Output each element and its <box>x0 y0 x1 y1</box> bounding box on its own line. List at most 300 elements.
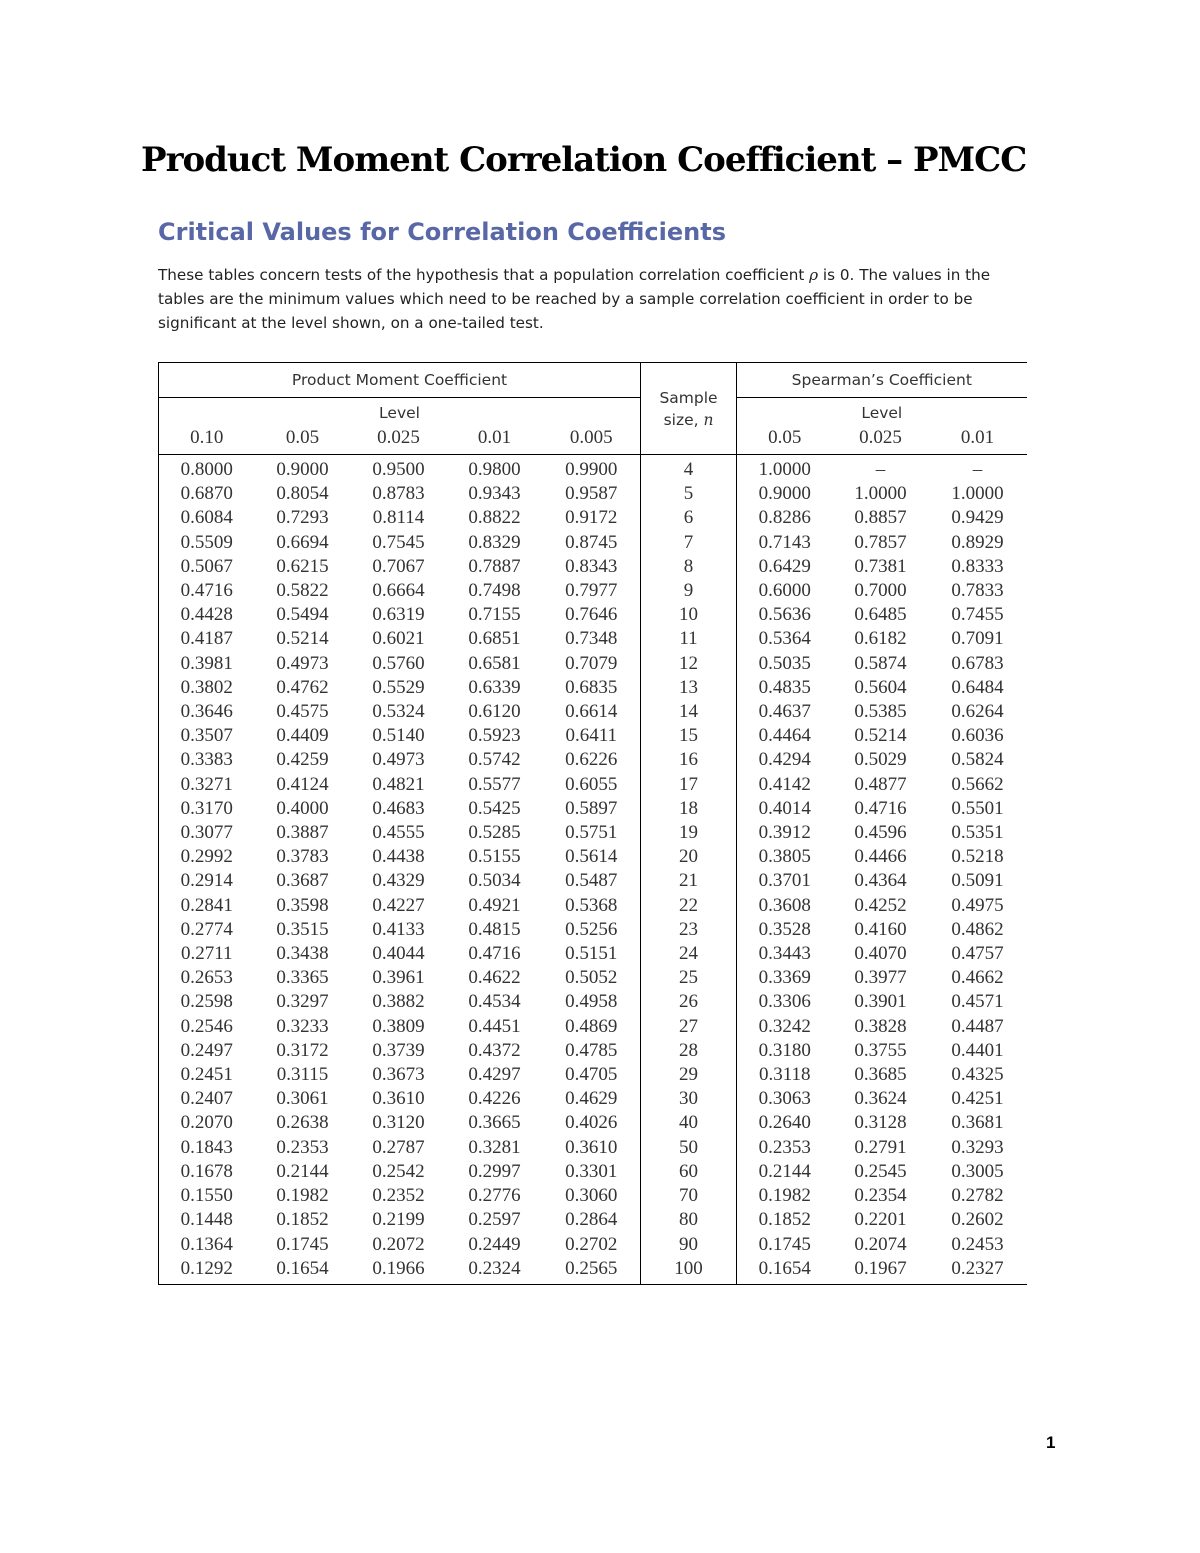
pmcc-value: 0.4133 <box>372 918 425 940</box>
pmcc-value: 0.5368 <box>543 894 641 918</box>
spearman-value: 0.6484 <box>951 676 1004 698</box>
spearman-value: 0.2782 <box>951 1185 1004 1207</box>
pmcc-value: 0.7348 <box>543 627 641 651</box>
pmcc-value: 0.4329 <box>372 870 425 892</box>
pmcc-value: 0.1982 <box>276 1185 329 1207</box>
sample-size-value: 40 <box>641 1111 737 1135</box>
spearman-level-label: Level <box>861 404 903 422</box>
sample-size-value: 28 <box>641 1039 737 1063</box>
pmcc-value: 0.3297 <box>276 991 329 1013</box>
pmcc-value: 0.1448 <box>159 1208 255 1232</box>
pmcc-header: Product Moment Coefficient <box>159 363 641 398</box>
sample-size-value: 90 <box>641 1233 737 1257</box>
pmcc-value: 0.4000 <box>276 797 329 819</box>
spearman-value: 0.3828 <box>854 1015 907 1037</box>
pmcc-value: 0.2914 <box>159 869 255 893</box>
pmcc-value: 0.5285 <box>468 822 521 844</box>
pmcc-value: 0.7293 <box>276 507 329 529</box>
pmcc-value: 0.4716 <box>159 579 255 603</box>
pmcc-value: 0.4026 <box>543 1111 641 1135</box>
sample-size-value: 17 <box>641 773 737 797</box>
table-row <box>159 506 1027 530</box>
pmcc-value: 0.3365 <box>276 967 329 989</box>
spearman-value: 0.7857 <box>854 531 907 553</box>
spearman-value: 0.3128 <box>854 1112 907 1134</box>
spearman-value: 0.3005 <box>951 1160 1004 1182</box>
spearman-value: 0.4252 <box>854 894 907 916</box>
pmcc-value: 0.4762 <box>276 676 329 698</box>
sample-size-value: 25 <box>641 966 737 990</box>
table-row <box>159 1111 1027 1135</box>
spearman-value: 0.3063 <box>758 1088 811 1110</box>
pmcc-value: 0.2407 <box>159 1087 255 1111</box>
pmcc-value: 0.3077 <box>159 821 255 845</box>
spearman-value: 0.3293 <box>951 1136 1004 1158</box>
pmcc-value: 0.1852 <box>276 1209 329 1231</box>
pmcc-value: 0.3281 <box>468 1136 521 1158</box>
pmcc-value: 0.2451 <box>159 1063 255 1087</box>
pmcc-value: 0.4785 <box>543 1039 641 1063</box>
pmcc-value: 0.3961 <box>372 967 425 989</box>
spearman-value: 0.5218 <box>951 846 1004 868</box>
pmcc-value: 0.4534 <box>468 991 521 1013</box>
spearman-value: 0.3306 <box>758 991 811 1013</box>
sample-size-value: 9 <box>641 579 737 603</box>
pmcc-value: 0.3115 <box>276 1064 329 1086</box>
pmcc-value: 0.1966 <box>351 1257 447 1285</box>
sample-size-value: 19 <box>641 821 737 845</box>
sample-size-value: 18 <box>641 797 737 821</box>
pmcc-value: 0.3665 <box>468 1112 521 1134</box>
size-label: size, <box>663 410 704 429</box>
spearman-value: 0.4716 <box>854 797 907 819</box>
spearman-value: 0.7091 <box>951 628 1004 650</box>
critical-values-table <box>158 362 1027 1285</box>
sample-size-value: 14 <box>641 700 737 724</box>
pmcc-value: 0.5140 <box>372 725 425 747</box>
pmcc-value: 0.5509 <box>159 531 255 555</box>
pmcc-value: 0.6055 <box>543 773 641 797</box>
pmcc-value: 0.3383 <box>159 748 255 772</box>
pmcc-value: 0.5494 <box>276 604 329 626</box>
pmcc-value: 0.4683 <box>372 797 425 819</box>
table-row <box>159 676 1027 700</box>
pmcc-value: 0.9587 <box>543 482 641 506</box>
pmcc-value: 0.5577 <box>468 773 521 795</box>
pmcc-value: 0.6319 <box>372 604 425 626</box>
pmcc-value: 0.7646 <box>543 603 641 627</box>
spearman-level-0: 0.05 <box>737 422 833 455</box>
pmcc-value: 0.3061 <box>276 1088 329 1110</box>
spearman-value: 0.4014 <box>758 797 811 819</box>
pmcc-value: 0.3887 <box>276 822 329 844</box>
sample-size-value: 26 <box>641 990 737 1014</box>
pmcc-value: 0.6835 <box>543 676 641 700</box>
spearman-value: 0.5364 <box>758 628 811 650</box>
pmcc-value: 0.3610 <box>543 1136 641 1160</box>
pmcc-value: 0.6339 <box>468 676 521 698</box>
pmcc-value: 0.4629 <box>543 1087 641 1111</box>
pmcc-value: 0.6870 <box>159 482 255 506</box>
pmcc-value: 0.6021 <box>372 628 425 650</box>
pmcc-level-3: 0.01 <box>447 422 543 455</box>
pmcc-value: 0.4226 <box>468 1088 521 1110</box>
pmcc-value: 0.5487 <box>543 869 641 893</box>
pmcc-value: 0.8822 <box>468 507 521 529</box>
spearman-value: 0.5636 <box>758 604 811 626</box>
spearman-value: 0.3118 <box>759 1064 811 1086</box>
pmcc-value: 0.2992 <box>159 845 255 869</box>
pmcc-value: 0.3060 <box>543 1184 641 1208</box>
spearman-value: 0.3701 <box>758 870 811 892</box>
pmcc-value: 0.5760 <box>372 652 425 674</box>
sample-size-value: 100 <box>641 1257 737 1285</box>
spearman-value: 0.5824 <box>951 749 1004 771</box>
pmcc-value: 0.6084 <box>159 506 255 530</box>
spearman-value: 0.4637 <box>758 701 811 723</box>
pmcc-value: 0.4973 <box>276 652 329 674</box>
spearman-value: 0.4142 <box>758 773 811 795</box>
spearman-value: 0.5035 <box>758 652 811 674</box>
intro-paragraph <box>158 263 1038 335</box>
table-row <box>159 652 1027 676</box>
pmcc-value: 0.2774 <box>159 918 255 942</box>
spearman-value: 0.3901 <box>854 991 907 1013</box>
sample-size-value: 80 <box>641 1208 737 1232</box>
pmcc-value: 0.2653 <box>159 966 255 990</box>
spearman-value: 0.2453 <box>951 1233 1004 1255</box>
sample-size-value: 30 <box>641 1087 737 1111</box>
pmcc-value: 0.2997 <box>468 1160 521 1182</box>
spearman-value: 0.1967 <box>833 1257 929 1285</box>
pmcc-value: 0.3301 <box>543 1160 641 1184</box>
pmcc-value: 0.2144 <box>276 1160 329 1182</box>
pmcc-value: 0.3687 <box>276 870 329 892</box>
sample-size-value: 21 <box>641 869 737 893</box>
pmcc-value: 0.3739 <box>372 1039 425 1061</box>
pmcc-value: 0.3981 <box>159 652 255 676</box>
table-row <box>159 1063 1027 1087</box>
spearman-value: 0.9000 <box>758 483 811 505</box>
spearman-value: 0.6182 <box>854 628 907 650</box>
spearman-value: 0.4294 <box>758 749 811 771</box>
sample-size-value: 11 <box>641 627 737 651</box>
spearman-value: 0.4757 <box>951 943 1004 965</box>
table-row <box>159 1184 1027 1208</box>
pmcc-value: 0.4705 <box>543 1063 641 1087</box>
pmcc-value: 0.6581 <box>468 652 521 674</box>
spearman-value: 0.5214 <box>854 725 907 747</box>
spearman-value: 0.3608 <box>758 894 811 916</box>
pmcc-value: 0.5822 <box>276 580 329 602</box>
spearman-value: 1.0000 <box>854 483 907 505</box>
table-row <box>159 797 1027 821</box>
spearman-value: 0.4835 <box>758 676 811 698</box>
pmcc-value: 0.4869 <box>543 1015 641 1039</box>
pmcc-value: 0.9343 <box>468 483 521 505</box>
pmcc-value: 0.6120 <box>468 701 521 723</box>
spearman-value: 0.7455 <box>951 604 1004 626</box>
spearman-value: 0.2201 <box>854 1209 907 1231</box>
spearman-value: 1.0000 <box>951 483 1004 505</box>
pmcc-value: 0.9800 <box>468 459 521 480</box>
pmcc-value: 0.2449 <box>468 1233 521 1255</box>
table-row <box>159 724 1027 748</box>
spearman-value: 0.5385 <box>854 701 907 723</box>
pmcc-value: 0.4622 <box>468 967 521 989</box>
spearman-value: 0.7381 <box>854 555 907 577</box>
pmcc-value: 0.3882 <box>372 991 425 1013</box>
pmcc-value: 0.6614 <box>543 700 641 724</box>
pmcc-value: 0.4297 <box>468 1064 521 1086</box>
spearman-value: 0.6264 <box>951 701 1004 723</box>
table-row <box>159 1136 1027 1160</box>
pmcc-value: 0.7887 <box>468 555 521 577</box>
spearman-value: – <box>972 459 983 480</box>
spearman-value: 0.5662 <box>951 773 1004 795</box>
rho-symbol: ρ <box>809 266 819 284</box>
table-row <box>159 918 1027 942</box>
pmcc-value: 0.2565 <box>543 1257 641 1285</box>
pmcc-value: 0.2711 <box>159 942 255 966</box>
table-row <box>159 700 1027 724</box>
spearman-value: 0.9429 <box>951 507 1004 529</box>
sample-size-value: 5 <box>641 482 737 506</box>
spearman-value: 0.3685 <box>854 1064 907 1086</box>
spearman-value: 0.8333 <box>951 555 1004 577</box>
pmcc-value: 0.6664 <box>372 580 425 602</box>
pmcc-value: 0.5425 <box>468 797 521 819</box>
pmcc-value: 0.2546 <box>159 1015 255 1039</box>
pmcc-value: 0.5923 <box>468 725 521 747</box>
spearman-value: 0.4487 <box>951 1015 1004 1037</box>
spearman-value: 0.3681 <box>951 1112 1004 1134</box>
pmcc-value: 0.4259 <box>276 749 329 771</box>
spearman-value: 0.7000 <box>854 580 907 602</box>
spearman-value: 0.3242 <box>758 1015 811 1037</box>
sample-size-value: 4 <box>641 455 737 483</box>
spearman-value: 0.6000 <box>758 580 811 602</box>
pmcc-value: 0.5214 <box>276 628 329 650</box>
spearman-value: 0.3912 <box>758 822 811 844</box>
pmcc-value: 0.1745 <box>276 1233 329 1255</box>
sample-size-value: 8 <box>641 555 737 579</box>
pmcc-value: 0.8054 <box>276 483 329 505</box>
pmcc-value: 0.4044 <box>372 943 425 965</box>
spearman-value: 0.5091 <box>951 870 1004 892</box>
sample-size-value: 22 <box>641 894 737 918</box>
spearman-value: 0.4251 <box>951 1088 1004 1110</box>
pmcc-value: 0.2702 <box>543 1233 641 1257</box>
n-symbol: n <box>703 410 714 429</box>
pmcc-value: 0.2072 <box>372 1233 425 1255</box>
spearman-value: 0.4877 <box>854 773 907 795</box>
pmcc-value: 0.2841 <box>159 894 255 918</box>
pmcc-value: 0.2598 <box>159 990 255 1014</box>
sample-size-value: 23 <box>641 918 737 942</box>
pmcc-value: 0.7977 <box>543 579 641 603</box>
pmcc-value: 0.7067 <box>372 555 425 577</box>
spearman-value: 0.4862 <box>951 918 1004 940</box>
pmcc-value: 0.5751 <box>543 821 641 845</box>
pmcc-value: 0.5256 <box>543 918 641 942</box>
table-row <box>159 482 1027 506</box>
spearman-value: 0.1654 <box>737 1257 833 1285</box>
intro-text-start: These tables concern tests of the hypothesis that a population correlation coefficient <box>158 266 810 284</box>
pmcc-value: 0.3233 <box>276 1015 329 1037</box>
pmcc-value: 0.8343 <box>543 555 641 579</box>
pmcc-value: 0.4821 <box>372 773 425 795</box>
pmcc-value: 0.2542 <box>372 1160 425 1182</box>
table-row <box>159 455 1027 483</box>
spearman-value: 0.3624 <box>854 1088 907 1110</box>
spearman-value: 0.8929 <box>951 531 1004 553</box>
pmcc-value: 0.7079 <box>543 652 641 676</box>
pmcc-value: 0.2497 <box>159 1039 255 1063</box>
pmcc-value: 0.4409 <box>276 725 329 747</box>
spearman-value: 0.3977 <box>854 967 907 989</box>
pmcc-value: 0.6851 <box>468 628 521 650</box>
pmcc-value: 0.6226 <box>543 748 641 772</box>
spearman-value: 0.7833 <box>951 580 1004 602</box>
table-row <box>159 555 1027 579</box>
pmcc-value: 0.5324 <box>372 701 425 723</box>
table-row <box>159 1257 1027 1285</box>
section-heading: Critical Values for Correlation Coefficients <box>158 218 727 246</box>
spearman-value: 0.2602 <box>951 1209 1004 1231</box>
table-row <box>159 773 1027 797</box>
spearman-value: 0.5604 <box>854 676 907 698</box>
sample-label: Sample <box>659 388 718 407</box>
pmcc-value: 0.5742 <box>468 749 521 771</box>
pmcc-value: 0.8783 <box>372 483 425 505</box>
pmcc-value: 0.3120 <box>372 1112 425 1134</box>
pmcc-value: 0.6411 <box>543 724 641 748</box>
pmcc-value: 0.8000 <box>159 455 255 483</box>
table-row <box>159 845 1027 869</box>
spearman-value: 0.4466 <box>854 846 907 868</box>
pmcc-value: 0.2597 <box>468 1209 521 1231</box>
spearman-value: 0.5501 <box>951 797 1004 819</box>
pmcc-value: 0.1678 <box>159 1160 255 1184</box>
table-row <box>159 1039 1027 1063</box>
pmcc-value: 0.2353 <box>276 1136 329 1158</box>
spearman-value: 0.4464 <box>758 725 811 747</box>
pmcc-value: 0.5897 <box>543 797 641 821</box>
sample-size-value: 16 <box>641 748 737 772</box>
pmcc-value: 0.1550 <box>159 1184 255 1208</box>
pmcc-value: 0.5155 <box>468 846 521 868</box>
pmcc-value: 0.5614 <box>543 845 641 869</box>
sample-size-value: 27 <box>641 1015 737 1039</box>
pmcc-value: 0.5529 <box>372 676 425 698</box>
pmcc-value: 0.7498 <box>468 580 521 602</box>
pmcc-level-label: Level <box>159 398 641 423</box>
spearman-value: 0.3528 <box>758 918 811 940</box>
spearman-value: 0.8857 <box>854 507 907 529</box>
sample-size-value: 15 <box>641 724 737 748</box>
spearman-value: 0.5874 <box>854 652 907 674</box>
sample-size-value: 13 <box>641 676 737 700</box>
spearman-value: 0.4571 <box>951 991 1004 1013</box>
pmcc-value: 0.1654 <box>255 1257 351 1285</box>
spearman-value: 0.2353 <box>758 1136 811 1158</box>
pmcc-value: 0.2199 <box>372 1209 425 1231</box>
spearman-value: 0.6783 <box>951 652 1004 674</box>
pmcc-value: 0.3673 <box>372 1064 425 1086</box>
spearman-value: 0.2144 <box>758 1160 811 1182</box>
spearman-value: 0.4325 <box>951 1064 1004 1086</box>
spearman-value: 0.2074 <box>854 1233 907 1255</box>
spearman-value: 0.4975 <box>951 894 1004 916</box>
spearman-value: 0.2354 <box>854 1185 907 1207</box>
sample-size-value: 70 <box>641 1184 737 1208</box>
spearman-value: 0.7143 <box>758 531 811 553</box>
pmcc-value: 0.3172 <box>276 1039 329 1061</box>
pmcc-value: 0.3507 <box>159 724 255 748</box>
pmcc-value: 0.4451 <box>468 1015 521 1037</box>
sample-size-value: 60 <box>641 1160 737 1184</box>
pmcc-value: 0.3646 <box>159 700 255 724</box>
spearman-value: 0.8286 <box>758 507 811 529</box>
pmcc-level-0: 0.10 <box>159 422 255 455</box>
pmcc-value: 0.2787 <box>372 1136 425 1158</box>
pmcc-value: 0.6694 <box>276 531 329 553</box>
table-row <box>159 579 1027 603</box>
spearman-value: 0.6485 <box>854 604 907 626</box>
spearman-level-2: 0.01 <box>929 422 1027 455</box>
pmcc-value: 0.1843 <box>159 1136 255 1160</box>
spearman-value: 0.3180 <box>758 1039 811 1061</box>
pmcc-value: 0.1364 <box>159 1233 255 1257</box>
pmcc-value: 0.9900 <box>543 455 641 483</box>
pmcc-value: 0.5151 <box>543 942 641 966</box>
spearman-value: 0.3369 <box>758 967 811 989</box>
pmcc-value: 0.4428 <box>159 603 255 627</box>
pmcc-value: 0.9172 <box>543 506 641 530</box>
pmcc-value: 0.9500 <box>372 459 425 480</box>
pmcc-value: 0.3610 <box>372 1088 425 1110</box>
table-row <box>159 942 1027 966</box>
pmcc-value: 0.8745 <box>543 531 641 555</box>
table-row <box>159 966 1027 990</box>
spearman-value: 0.1852 <box>758 1209 811 1231</box>
spearman-value: 0.3805 <box>758 846 811 868</box>
pmcc-level-1: 0.05 <box>255 422 351 455</box>
pmcc-value: 0.4555 <box>372 822 425 844</box>
pmcc-value: 0.3598 <box>276 894 329 916</box>
sample-size-value: 7 <box>641 531 737 555</box>
table-row <box>159 627 1027 651</box>
pmcc-value: 0.3438 <box>276 943 329 965</box>
table-row <box>159 531 1027 555</box>
pmcc-value: 0.3809 <box>372 1015 425 1037</box>
pmcc-value: 0.8329 <box>468 531 521 553</box>
spearman-value: 0.3755 <box>854 1039 907 1061</box>
spearman-value: 0.1745 <box>758 1233 811 1255</box>
spearman-value: 0.5029 <box>854 749 907 771</box>
sample-size-value: 24 <box>641 942 737 966</box>
pmcc-value: 0.3515 <box>276 918 329 940</box>
pmcc-value: 0.5034 <box>468 870 521 892</box>
spearman-value: 0.4596 <box>854 822 907 844</box>
pmcc-value: 0.5052 <box>543 966 641 990</box>
pmcc-value: 0.3783 <box>276 846 329 868</box>
spearman-value: 0.4160 <box>854 918 907 940</box>
table-row <box>159 990 1027 1014</box>
table-row <box>159 894 1027 918</box>
pmcc-value: 0.3170 <box>159 797 255 821</box>
